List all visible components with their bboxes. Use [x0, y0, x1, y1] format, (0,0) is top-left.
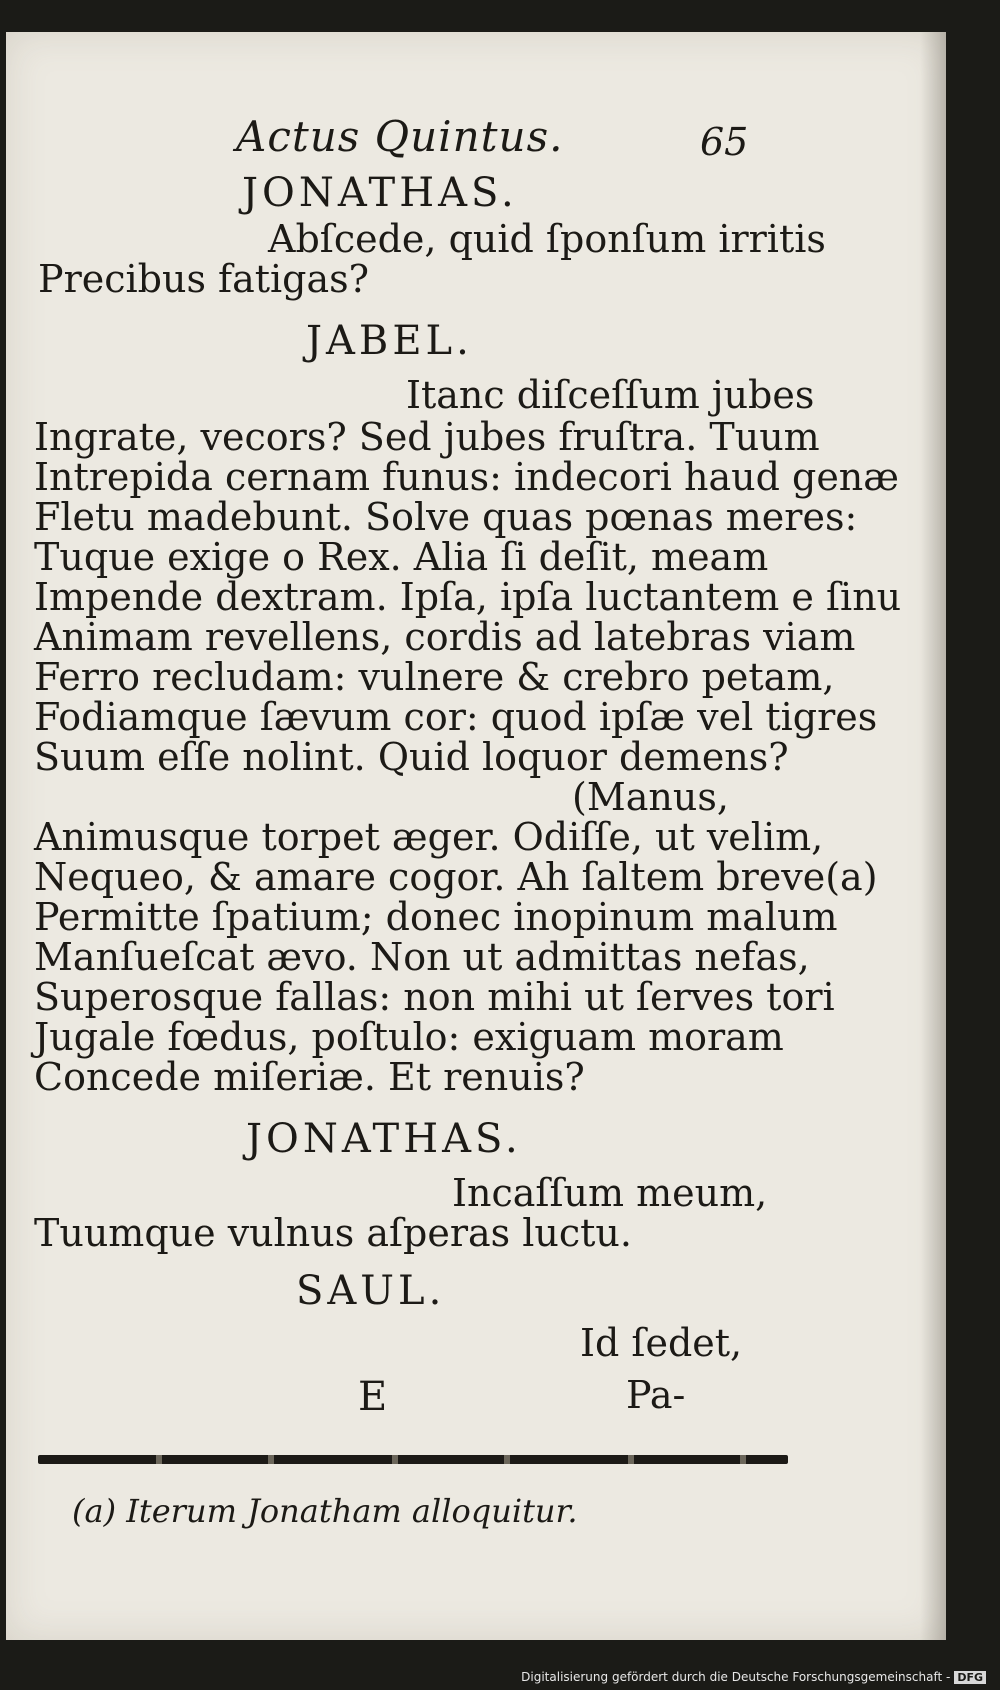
verse-line: Animusque torpet æger. Odiſſe, ut velim,	[34, 815, 824, 859]
footnote-rule	[38, 1455, 788, 1464]
verse-line: Impende dextram. Ipſa, ipſa luctantem e ſinu	[34, 575, 902, 619]
verse-line: Incaſſum meum,	[452, 1171, 768, 1215]
running-head: Actus Quintus.	[236, 112, 564, 161]
verse-line: Suum eſſe nolint. Quid loquor demens?	[34, 735, 789, 779]
verse-line: Manſueſcat ævo. Non ut admittas nefas,	[34, 935, 810, 979]
page-gutter-shadow	[920, 32, 946, 1640]
verse-line: Fletu madebunt. Solve quas pœnas meres:	[34, 495, 858, 539]
verse-line: Tuumque vulnus aſperas luctu.	[34, 1211, 632, 1255]
verse-line: Tuque exige o Rex. Alia ſi deſit, meam	[34, 535, 769, 579]
verse-line: Id ſedet,	[580, 1321, 743, 1365]
verse-line: Nequeo, & amare cogor. Ah ſaltem breve(a)	[34, 855, 878, 899]
speaker-jonathas: JONATHAS.	[246, 1116, 522, 1162]
verse-line: Abſcede, quid ſponſum irritis	[268, 217, 826, 261]
verse-line: Precibus fatigas?	[38, 257, 370, 301]
credit-text: Digitalisierung gefördert durch die Deutsche Forschungsgemeinschaft -	[521, 1670, 951, 1684]
speaker-saul: SAUL.	[296, 1268, 446, 1314]
verse-line: Concede miſeriæ. Et renuis?	[34, 1055, 585, 1099]
verse-line: Jugale fœdus, poſtulo: exiguam moram	[34, 1015, 784, 1059]
book-page	[6, 32, 946, 1640]
verse-line: Permitte ſpatium; donec inopinum malum	[34, 895, 838, 939]
signature-mark: E	[358, 1374, 392, 1420]
speaker-jabel: JABEL.	[306, 318, 473, 364]
verse-line: Fodiamque ſævum cor: quod ipſæ vel tigres	[34, 695, 878, 739]
verse-line: Animam revellens, cordis ad latebras viam	[34, 615, 856, 659]
footnote: (a) Iterum Jonatham alloquitur.	[72, 1492, 578, 1530]
catchword: Pa-	[626, 1373, 686, 1417]
digitization-credit	[521, 1670, 986, 1684]
dfg-logo: DFG	[954, 1671, 986, 1684]
verse-line: Ferro recludam: vulnere & crebro petam,	[34, 655, 835, 699]
verse-line: Superosque fallas: non mihi ut ſerves tori	[34, 975, 835, 1019]
verse-line: Ingrate, vecors? Sed jubes fruſtra. Tuum	[34, 415, 820, 459]
verse-line-turnover: (Manus,	[572, 775, 729, 819]
page-number: 65	[700, 120, 749, 164]
verse-line: Intrepida cernam funus: indecori haud genæ	[34, 455, 900, 499]
verse-line: Itanc diſceſſum jubes	[406, 373, 815, 417]
speaker-jonathas: JONATHAS.	[242, 170, 518, 216]
